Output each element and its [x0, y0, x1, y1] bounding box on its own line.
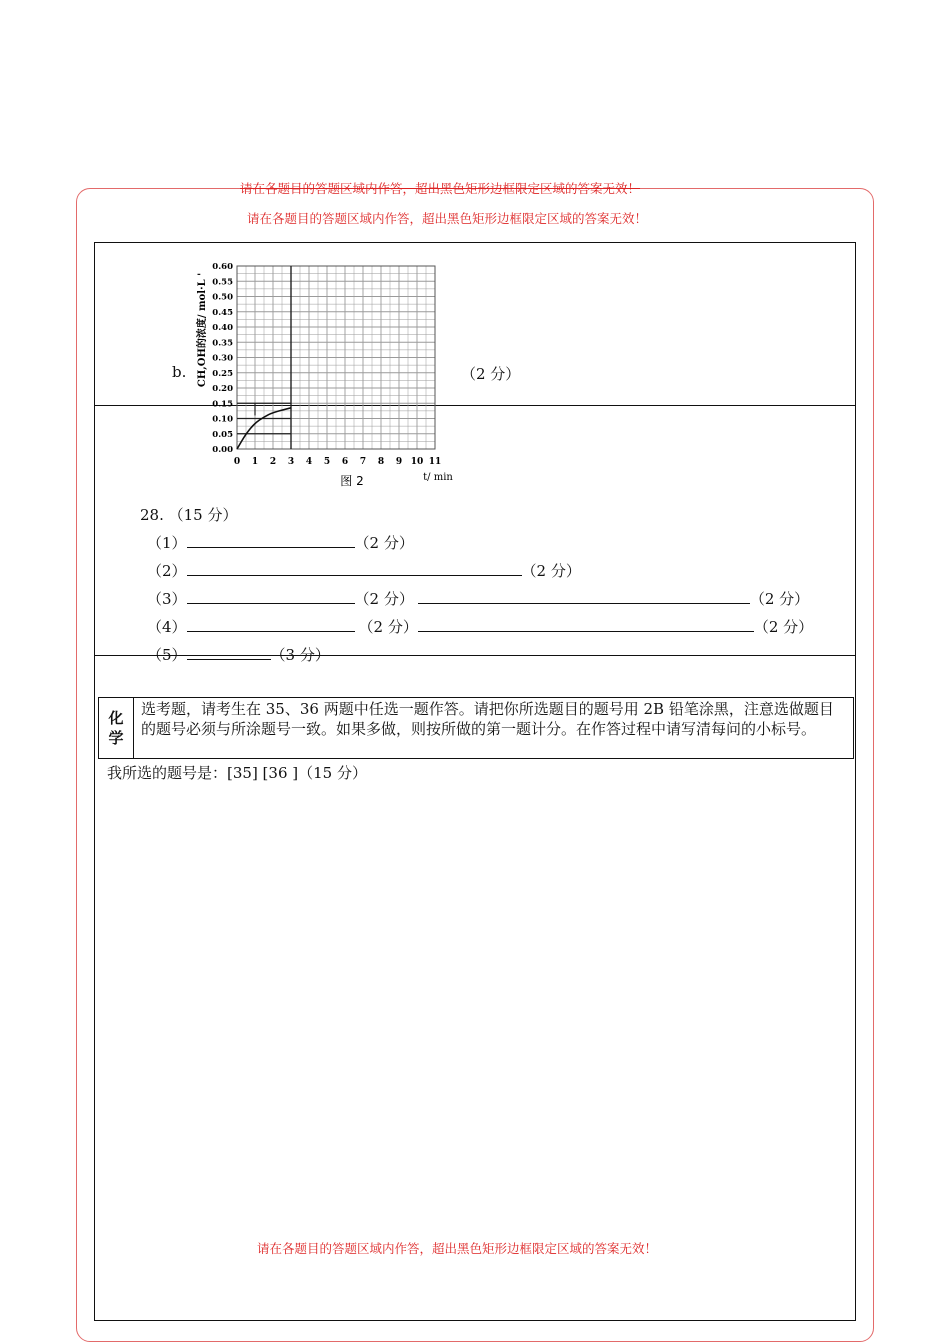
x-tick-label: 1 [251, 457, 259, 467]
q28-line-5 [147, 644, 330, 665]
x-tick-label: 9 [395, 457, 403, 467]
subject-label-char-1: 化 [108, 709, 124, 727]
chart-x-label: t/ min [423, 472, 453, 483]
answer-blank[interactable] [187, 617, 355, 632]
warning-text-overlap: 请在各题目的答题区域内作答，超出黑色矩形边框限定区域的答案无效！ [240, 181, 641, 196]
q28-line-4-score-2: （2 分） [753, 618, 814, 636]
answer-blank[interactable] [418, 617, 754, 632]
q28-line-5-score: （3 分） [270, 646, 330, 664]
q28-line-1-number: （1） [147, 534, 187, 552]
q28-line-3 [147, 588, 809, 609]
q28-line-4-number: （4） [147, 618, 187, 636]
q28-line-2-number: （2） [147, 562, 187, 580]
q28-line-2-score: （2 分） [521, 562, 581, 580]
answer-blank[interactable] [187, 645, 271, 660]
q28-line-5-number: （5） [147, 646, 187, 664]
x-tick-label: 11 [428, 457, 442, 467]
chart-x-ticks [234, 457, 441, 467]
q28-line-3-score-1: （2 分） [354, 590, 414, 608]
y-tick-label: 0.40 [212, 323, 233, 333]
answer-blank[interactable] [418, 589, 750, 604]
chart-title: 图 2 [340, 474, 364, 488]
x-tick-label: 3 [287, 457, 295, 467]
q28-title: 28. （15 分） [140, 506, 238, 524]
y-tick-label: 0.10 [212, 414, 233, 425]
x-tick-label: 10 [410, 457, 424, 467]
x-tick-label: 7 [359, 457, 367, 467]
y-tick-label: 0.35 [212, 338, 233, 349]
x-tick-label: 2 [269, 457, 277, 467]
y-tick-label: 0.30 [212, 353, 233, 364]
warning-text-bottom: 请在各题目的答题区域内作答，超出黑色矩形边框限定区域的答案无效！ [257, 1241, 658, 1256]
elective-instructions: 选考题，请考生在 35、36 两题中任选一题作答。请把你所选题目的题号用 2B 铅笔涂黑，注意选做题目的题号必须与所涂题号一致。如果多做，则按所做的第一题计分。在作答过程中请写清每问的小标号。 [141, 700, 834, 738]
answer-blank[interactable] [187, 533, 355, 548]
q28-line-1-score: （2 分） [354, 534, 414, 552]
q27b-label: b. [172, 363, 187, 381]
y-tick-label: 0.00 [212, 445, 233, 455]
y-tick-label: 0.15 [212, 399, 233, 410]
y-tick-label: 0.25 [212, 368, 233, 379]
y-tick-label: 0.20 [212, 384, 233, 394]
chart-y-ticks [212, 262, 233, 455]
answer-blank[interactable] [187, 589, 355, 604]
q28-line-3-score-2: （2 分） [749, 590, 810, 608]
q27b-score: （2 分） [461, 365, 521, 383]
y-tick-label: 0.55 [212, 277, 233, 288]
methanol-concentration-chart [190, 258, 460, 490]
q28-line-4-score-1: （2 分） [358, 618, 418, 636]
x-tick-label: 4 [305, 457, 313, 467]
x-tick-label: 8 [377, 457, 385, 467]
y-tick-label: 0.60 [212, 262, 233, 272]
chart-y-label: CH,OH的浓度/ mol·L ' [197, 272, 208, 388]
answer-blank[interactable] [187, 561, 522, 576]
warning-text-top: 请在各题目的答题区域内作答，超出黑色矩形边框限定区域的答案无效！ [247, 211, 648, 226]
subject-label [99, 698, 134, 758]
subject-label-char-2: 学 [108, 729, 124, 747]
x-tick-label: 0 [233, 457, 241, 467]
chart-grid [237, 266, 435, 449]
y-tick-label: 0.05 [212, 429, 233, 440]
x-tick-label: 6 [341, 457, 349, 467]
elective-instructions-table [98, 697, 854, 759]
elective-choice-line[interactable]: 我所选的题号是：[35] [36 ]（15 分） [107, 764, 367, 782]
q28-line-4 [147, 616, 813, 637]
q28-line-2 [147, 560, 581, 581]
q28-line-1 [147, 532, 414, 553]
x-tick-label: 5 [323, 457, 331, 467]
y-tick-label: 0.50 [212, 292, 233, 303]
y-tick-label: 0.45 [212, 307, 233, 318]
q28-line-3-number: （3） [147, 590, 187, 608]
